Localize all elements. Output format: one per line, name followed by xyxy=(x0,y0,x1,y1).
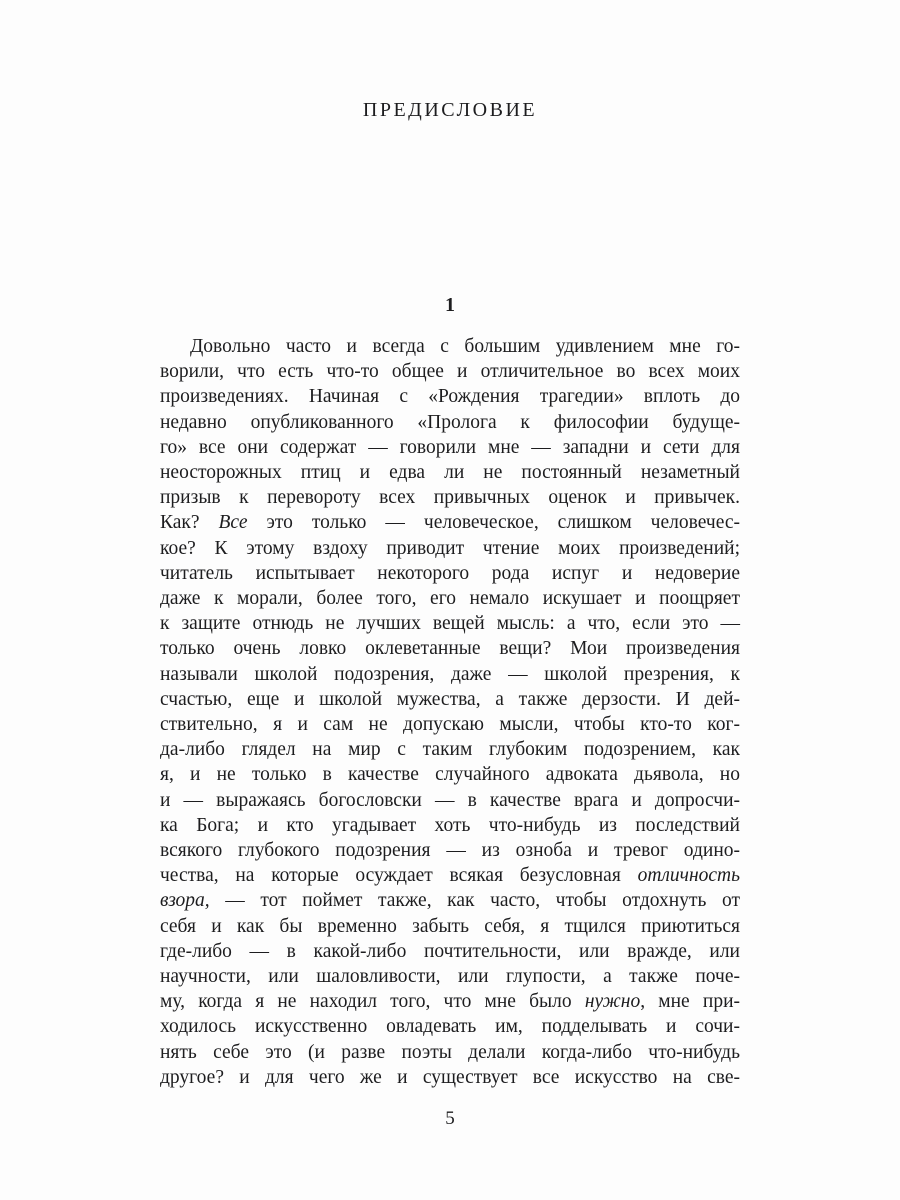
text-segment: — тот поймет также, как часто, чтобы отдохнуть от xyxy=(209,890,740,912)
text-segment: где-либо — в какой-либо почтительности, или вражде, или xyxy=(160,940,740,962)
text-line xyxy=(160,561,740,586)
text-line xyxy=(160,863,740,888)
italic-text: взора, xyxy=(160,890,210,912)
text-line xyxy=(160,460,740,485)
text-segment: го» все они содержат — говорили мне — западни и сети для xyxy=(160,436,740,458)
text-line xyxy=(160,989,740,1014)
text-line xyxy=(160,359,740,384)
italic-text: Все xyxy=(218,512,248,534)
text-line xyxy=(160,813,740,838)
text-line xyxy=(160,1014,740,1039)
text-line xyxy=(160,435,740,460)
text-line xyxy=(160,964,740,989)
text-segment: счастью, еще и школой мужества, а также дерзости. И дей- xyxy=(160,688,740,710)
italic-text: отличность xyxy=(637,865,740,887)
text-segment: неосторожных птиц и едва ли не постоянный незаметный xyxy=(160,462,740,484)
text-segment: кое? К этому вздоху приводит чтение моих произведений; xyxy=(160,537,740,559)
text-segment: и — выражаясь богословски — в качестве врага и допросчи- xyxy=(160,789,740,811)
text-line xyxy=(160,914,740,939)
text-segment: только очень ловко оклеветанные вещи? Мои произведения xyxy=(160,638,740,660)
text-segment: му, когда я не находил того, что мне было xyxy=(160,991,585,1013)
text-line xyxy=(160,384,740,409)
text-segment: Как? xyxy=(160,512,219,534)
text-segment: называли школой подозрения, даже — школой презрения, к xyxy=(160,663,740,685)
text-segment: всякого глубокого подозрения — из озноба и тревог одино- xyxy=(160,840,740,862)
text-segment: призыв к перевороту всех привычных оценок и привычек. xyxy=(160,487,740,509)
text-line xyxy=(160,410,740,435)
section-number: 1 xyxy=(445,294,455,316)
text-line xyxy=(160,1065,740,1090)
body-paragraph xyxy=(160,334,740,1090)
text-line xyxy=(160,762,740,787)
text-segment: читатель испытывает некоторого рода испуг и недоверие xyxy=(160,562,740,584)
text-line xyxy=(160,712,740,737)
text-segment: к защите отнюдь не лучших вещей мысль: а что, если это — xyxy=(160,613,740,635)
text-segment: ходилось искусственно овладевать им, подделывать и сочи- xyxy=(160,1016,740,1038)
text-line xyxy=(160,636,740,661)
text-line xyxy=(160,485,740,510)
text-segment: произведениях. Начиная с «Рождения трагедии» вплоть до xyxy=(160,386,740,408)
text-line xyxy=(160,662,740,687)
text-segment: нять себе это (и разве поэты делали когда-либо что-нибудь xyxy=(160,1041,740,1063)
text-segment: ворили, что есть что-то общее и отличительное во всех моих xyxy=(160,361,740,383)
text-segment: это только — человеческое, слишком человечес- xyxy=(247,512,740,534)
text-segment: да-либо глядел на мир с таким глубоким подозрением, как xyxy=(160,739,740,761)
text-segment: другое? и для чего же и существует все искусство на све- xyxy=(160,1066,740,1088)
text-line xyxy=(160,586,740,611)
text-segment: ствительно, я и сам не допускаю мысли, чтобы кто-то ког- xyxy=(160,714,740,736)
text-line xyxy=(160,687,740,712)
text-segment: даже к морали, более того, его немало искушает и поощряет xyxy=(160,588,740,610)
text-line xyxy=(160,611,740,636)
chapter-title: ПРЕДИСЛОВИЕ xyxy=(362,99,538,122)
text-segment: ка Бога; и кто угадывает хоть что-нибудь из последствий xyxy=(160,814,740,836)
text-segment: , мне при- xyxy=(640,991,740,1013)
text-segment: Довольно часто и всегда с большим удивлением мне го- xyxy=(190,336,740,357)
text-line xyxy=(160,510,740,535)
text-line xyxy=(160,888,740,913)
text-segment: я, и не только в качестве случайного адвоката дьявола, но xyxy=(160,764,740,786)
text-line xyxy=(160,939,740,964)
text-segment: недавно опубликованного «Пролога к философии будуще- xyxy=(160,411,740,433)
text-line xyxy=(160,1040,740,1065)
text-line xyxy=(160,788,740,813)
page-number: 5 xyxy=(445,1108,455,1129)
text-segment: себя и как бы временно забыть себя, я тщился приютиться xyxy=(160,915,740,937)
text-segment: чества, на которые осуждает всякая безусловная xyxy=(160,865,638,887)
text-line xyxy=(160,334,740,359)
text-line xyxy=(160,838,740,863)
text-segment: научности, или шаловливости, или глупости, а также поче- xyxy=(160,966,740,988)
text-line xyxy=(160,536,740,561)
italic-text: нужно xyxy=(584,991,641,1013)
text-line xyxy=(160,737,740,762)
